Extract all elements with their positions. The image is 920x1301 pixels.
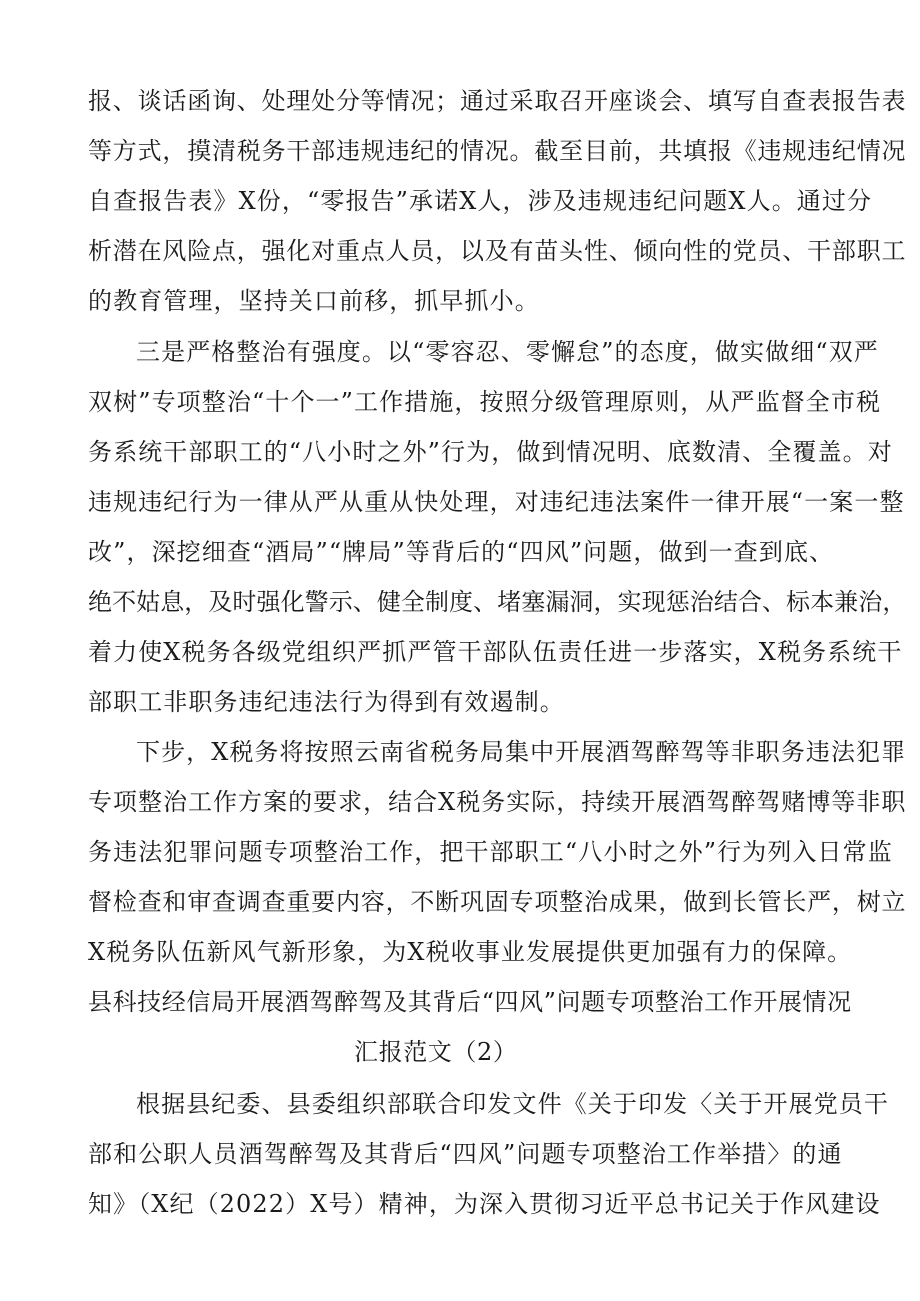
paragraph-first-line: 根据县纪委、县委组织部联合印发文件《关于印发〈关于开展党员干 — [136, 1090, 889, 1118]
body-line: 专项整治工作方案的要求，结合X税务实际，持续开展酒驾醉驾赌博等非职 — [88, 788, 907, 816]
body-line: 部和公职人员酒驾醉驾及其背后“四风”问题专项整治工作举措〉的通 — [88, 1140, 843, 1168]
body-line: X税务队伍新风气新形象，为X税收事业发展提供更加强有力的保障。 — [88, 938, 853, 966]
body-line: 改”，深挖细查“酒局”“牌局”等背后的“四风”问题，做到一查到底、 — [88, 538, 835, 566]
section-title-line: 汇报范文（2） — [354, 1038, 518, 1066]
body-line: 着力使X税务各级党组织严抓严管干部队伍责任进一步落实，X税务系统干 — [88, 638, 903, 666]
body-line: 绝不姑息，及时强化警示、健全制度、堵塞漏洞，实现惩治结合、标本兼治， — [88, 588, 907, 616]
body-line: 报、谈话函询、处理处分等情况；通过采取召开座谈会、填写自查表报告表 — [88, 87, 907, 115]
section-title-line: 县科技经信局开展酒驾醉驾及其背后“四风”问题专项整治工作开展情况 — [88, 988, 852, 1016]
body-line: 部职工非职务违纪违法行为得到有效遏制。 — [88, 688, 565, 716]
body-line: 析潜在风险点，强化对重点人员，以及有苗头性、倾向性的党员、干部职工 — [88, 237, 907, 265]
body-line: 务系统干部职工的“八小时之外”行为，做到情况明、底数清、全覆盖。对 — [88, 438, 893, 466]
body-line: 违规违纪行为一律从严从重从快处理，对违纪违法案件一律开展“一案一整 — [88, 488, 905, 516]
body-line: 督检查和审查调查重要内容，不断巩固专项整治成果，做到长管长严，树立 — [88, 888, 907, 916]
body-line: 务违法犯罪问题专项整治工作，把干部职工“八小时之外”行为列入日常监 — [88, 838, 893, 866]
body-line: 的教育管理，坚持关口前移，抓早抓小。 — [88, 287, 540, 315]
body-line: 知》（X纪（2022）X号）精神，为深入贯彻习近平总书记关于作风建设 — [88, 1190, 881, 1218]
body-line: 双树”专项整治“十个一”工作措施，按照分级管理原则，从严监督全市税 — [88, 388, 882, 416]
body-line: 自查报告表》X份，“零报告”承诺X人，涉及违规违纪问题X人。通过分 — [88, 187, 873, 215]
body-line: 等方式，摸清税务干部违规违纪的情况。截至目前，共填报《违规违纪情况 — [88, 137, 907, 165]
paragraph-first-line: 三是严格整治有强度。以“零容忍、零懈怠”的态度，做实做细“双严 — [136, 338, 879, 366]
paragraph-first-line: 下步，X税务将按照云南省税务局集中开展酒驾醉驾等非职务违法犯罪 — [136, 738, 907, 766]
